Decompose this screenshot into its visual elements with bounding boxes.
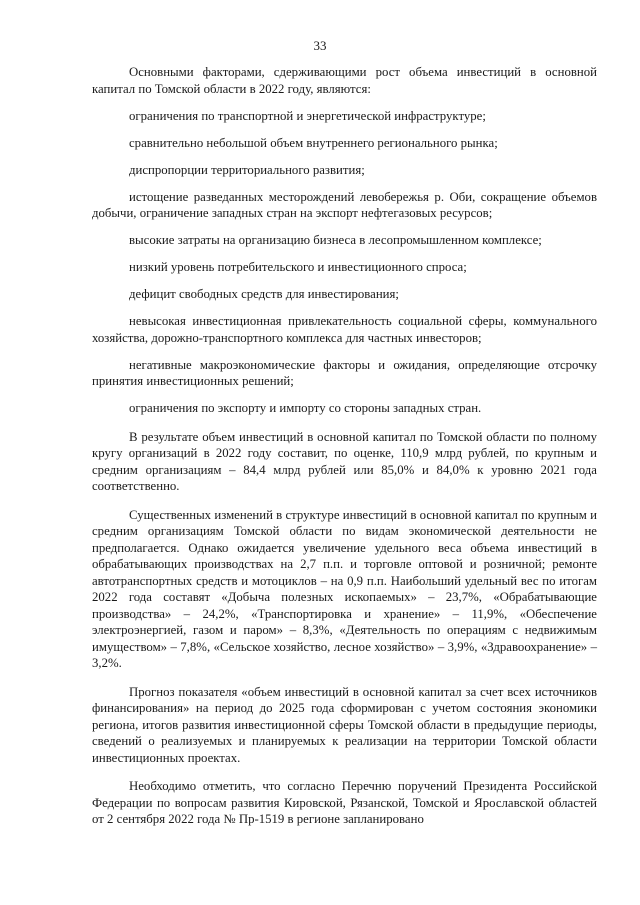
factor-item: дефицит свободных средств для инвестирования; — [129, 287, 399, 301]
factor-item: негативные макроэкономические факторы и ожидания, определяющие отсрочку принятия инвестиционных решений; — [92, 357, 597, 388]
factor-item: низкий уровень потребительского и инвестиционного спроса; — [129, 260, 467, 274]
factor-item: ограничения по транспортной и энергетической инфраструктуре; — [129, 108, 486, 123]
document-body — [92, 64, 597, 828]
forecast-paragraph: Прогноз показателя «объем инвестиций в основной капитал за счет всех источников финансирования» на период до 2025 года сформирован с учетом состояния экономики региона, итогов развития инвестиционной сферы Томской области в предыдущие периоды, сведений о реализуемых и планируемых к реализации на территории Томской области инвестиционных проектах. — [92, 684, 597, 765]
page-number: 33 — [313, 38, 327, 53]
factor-item: истощение разведанных месторождений левобережья р. Оби, сокращение объемов добычи, ограничение западных стран на экспорт нефтегазовых ресурсов; — [92, 189, 597, 220]
factor-item: диспропорции территориального развития; — [129, 162, 365, 177]
structure-paragraph: Существенных изменений в структуре инвестиций в основной капитал по крупным и средним организациям Томской области по видам экономической деятельности не предполагается. Однако ожидается увеличение удельного веса объема инвестиций в обрабатывающих производствах на 2,7 п.п. и торговле оптовой и розничной; ремонте автотранспортных средств и мотоциклов – на 0,9 п.п. Наибольший удельный вес по итогам 2022 года составят «Добыча полезных ископаемых» – 23,7%, «Обрабатывающие производства» – 24,2%, «Транспортировка и хранение» – 11,9%, «Обеспечение электроэнергией, газом и паром» – 8,3%, «Деятельность по операциям с недвижимым имуществом» – 7,8%, «Сельское хозяйство, лесное хозяйство» – 3,9%, «Здравоохранение» – 3,2%. — [92, 507, 597, 670]
presidential-instructions-paragraph: Необходимо отметить, что согласно Перечню поручений Президента Российской Федерации по вопросам развития Кировской, Рязанской, Томской и Ярославской областей от 2 сентября 2022 года № Пр-1519 в регионе запланировано — [92, 779, 597, 826]
factor-item: невысокая инвестиционная привлекательность социальной сферы, коммунального хозяйства, дорожно-транспортного комплекса для частных инвесторов; — [92, 314, 597, 345]
factor-item: сравнительно небольшой объем внутреннего регионального рынка; — [129, 135, 498, 150]
factor-item: высокие затраты на организацию бизнеса в лесопромышленном комплексе; — [129, 233, 542, 247]
result-paragraph: В результате объем инвестиций в основной капитал по Томской области по полному кругу организаций в 2022 году составит, по оценке, 110,9 млрд рублей, по крупным и средним организациям – 84,4 млрд рублей или 85,0% и 84,0% к уровню 2021 года соответственно. — [92, 429, 597, 493]
intro-paragraph: Основными факторами, сдерживающими рост объема инвестиций в основной капитал по Томской области в 2022 году, являются: — [92, 65, 597, 96]
factor-item: ограничения по экспорту и импорту со стороны западных стран. — [129, 401, 482, 415]
